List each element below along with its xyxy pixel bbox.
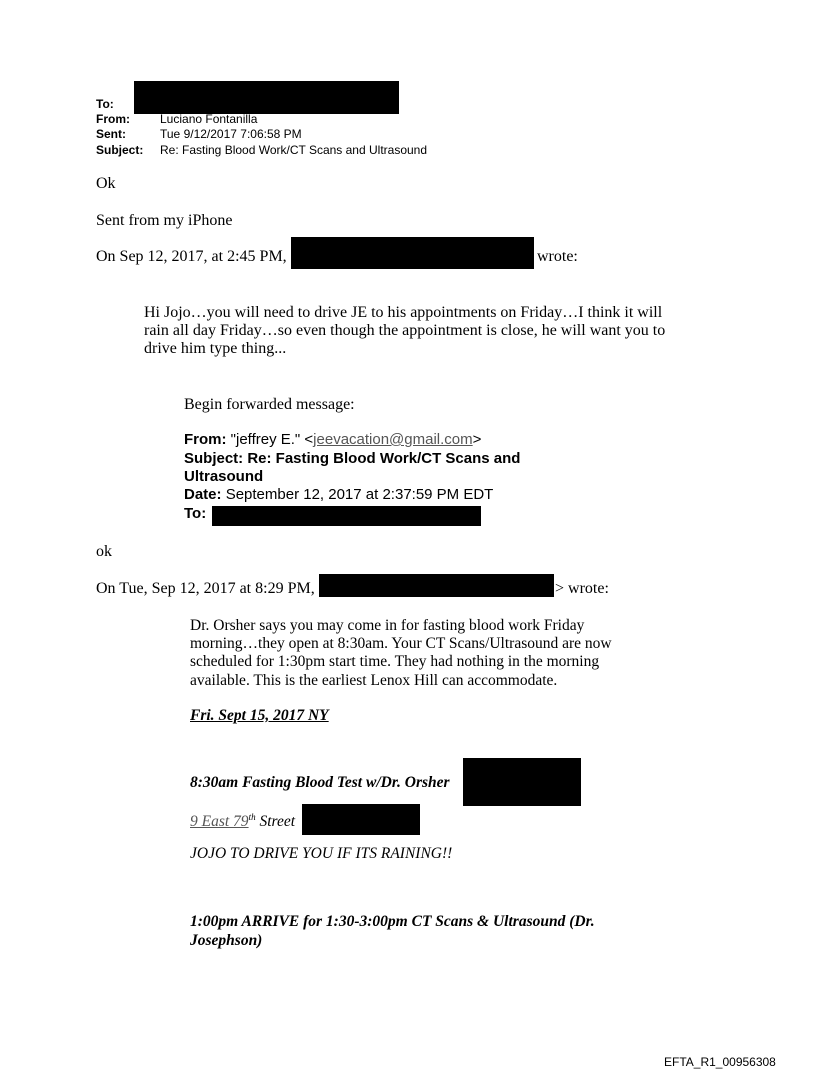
forwarded-from-close: > [472, 431, 482, 448]
forwarded-from-name: "jeffrey E." < [230, 431, 314, 448]
quoted2-line2: morning…they open at 8:30am. Your CT Scans/Ultrasound are now [190, 635, 612, 652]
forwarded-from-label: From: [184, 431, 227, 448]
reply2-quote-intro-prefix: On Tue, Sep 12, 2017 at 8:29 PM, [96, 580, 315, 597]
forwarded-date [184, 486, 493, 504]
forwarded-to-label: To: [184, 505, 207, 522]
appointment-1: 8:30am Fasting Blood Test w/Dr. Orsher [190, 774, 450, 791]
address [190, 808, 295, 831]
forwarded-subject-line2: Ultrasound [184, 468, 264, 485]
quoted2-line4: available. This is the earliest Lenox Hill can accommodate. [190, 672, 558, 689]
sent-value: Tue 9/12/2017 7:06:58 PM [160, 127, 302, 141]
from-value: Luciano Fontanilla [160, 112, 258, 126]
document-id: EFTA_R1_00956308 [664, 1055, 776, 1069]
sent-label: Sent: [96, 127, 126, 141]
quote-intro-suffix: wrote: [537, 248, 578, 265]
redaction-phone-1 [463, 758, 581, 806]
redaction-address [302, 804, 420, 835]
redaction-to [134, 81, 399, 114]
forwarded-from [184, 431, 481, 449]
reply2-quote-intro-suffix: > wrote: [555, 580, 609, 597]
appointment-2-line1: 1:00pm ARRIVE for 1:30-3:00pm CT Scans & Ultrasound (Dr. [190, 913, 595, 930]
appointment-2-line2: Josephson) [190, 932, 263, 949]
quoted1-line1: Hi Jojo…you will need to drive JE to his appointments on Friday…I think it will [144, 304, 663, 321]
address-sup: th [248, 812, 256, 822]
forwarded-intro: Begin forwarded message: [184, 396, 355, 413]
address-rest: Street [255, 813, 296, 831]
to-label: To: [96, 97, 114, 111]
address-link[interactable]: 9 East 79 [190, 813, 249, 831]
raining-note: JOJO TO DRIVE YOU IF ITS RAINING!! [190, 845, 453, 862]
forwarded-subject-line1: Subject: Re: Fasting Blood Work/CT Scans and [184, 450, 521, 467]
redaction-forwarded-to [212, 506, 481, 526]
forwarded-from-email[interactable]: jeevacation@gmail.com [313, 431, 473, 448]
redaction-sender-2 [319, 574, 554, 597]
reply2-body: ok [96, 543, 112, 560]
quoted1-line3: drive him type thing... [144, 340, 287, 357]
quoted2-line3: scheduled for 1:30pm start time. They had nothing in the morning [190, 653, 600, 670]
forwarded-date-label: Date: [184, 486, 222, 503]
subject-value: Re: Fasting Blood Work/CT Scans and Ultrasound [160, 143, 428, 157]
quoted2-line1: Dr. Orsher says you may come in for fasting blood work Friday [190, 617, 585, 634]
reply-body: Ok [96, 175, 116, 192]
quoted1-line2: rain all day Friday…so even though the appointment is close, he will want you to [144, 322, 666, 339]
from-label: From: [96, 112, 130, 126]
forwarded-date-value: September 12, 2017 at 2:37:59 PM EDT [225, 486, 494, 503]
subject-label: Subject: [96, 143, 144, 157]
quote-intro-prefix: On Sep 12, 2017, at 2:45 PM, [96, 248, 287, 265]
redaction-sender-1 [291, 237, 534, 269]
signature: Sent from my iPhone [96, 212, 233, 229]
date-heading: Fri. Sept 15, 2017 NY [190, 707, 329, 724]
